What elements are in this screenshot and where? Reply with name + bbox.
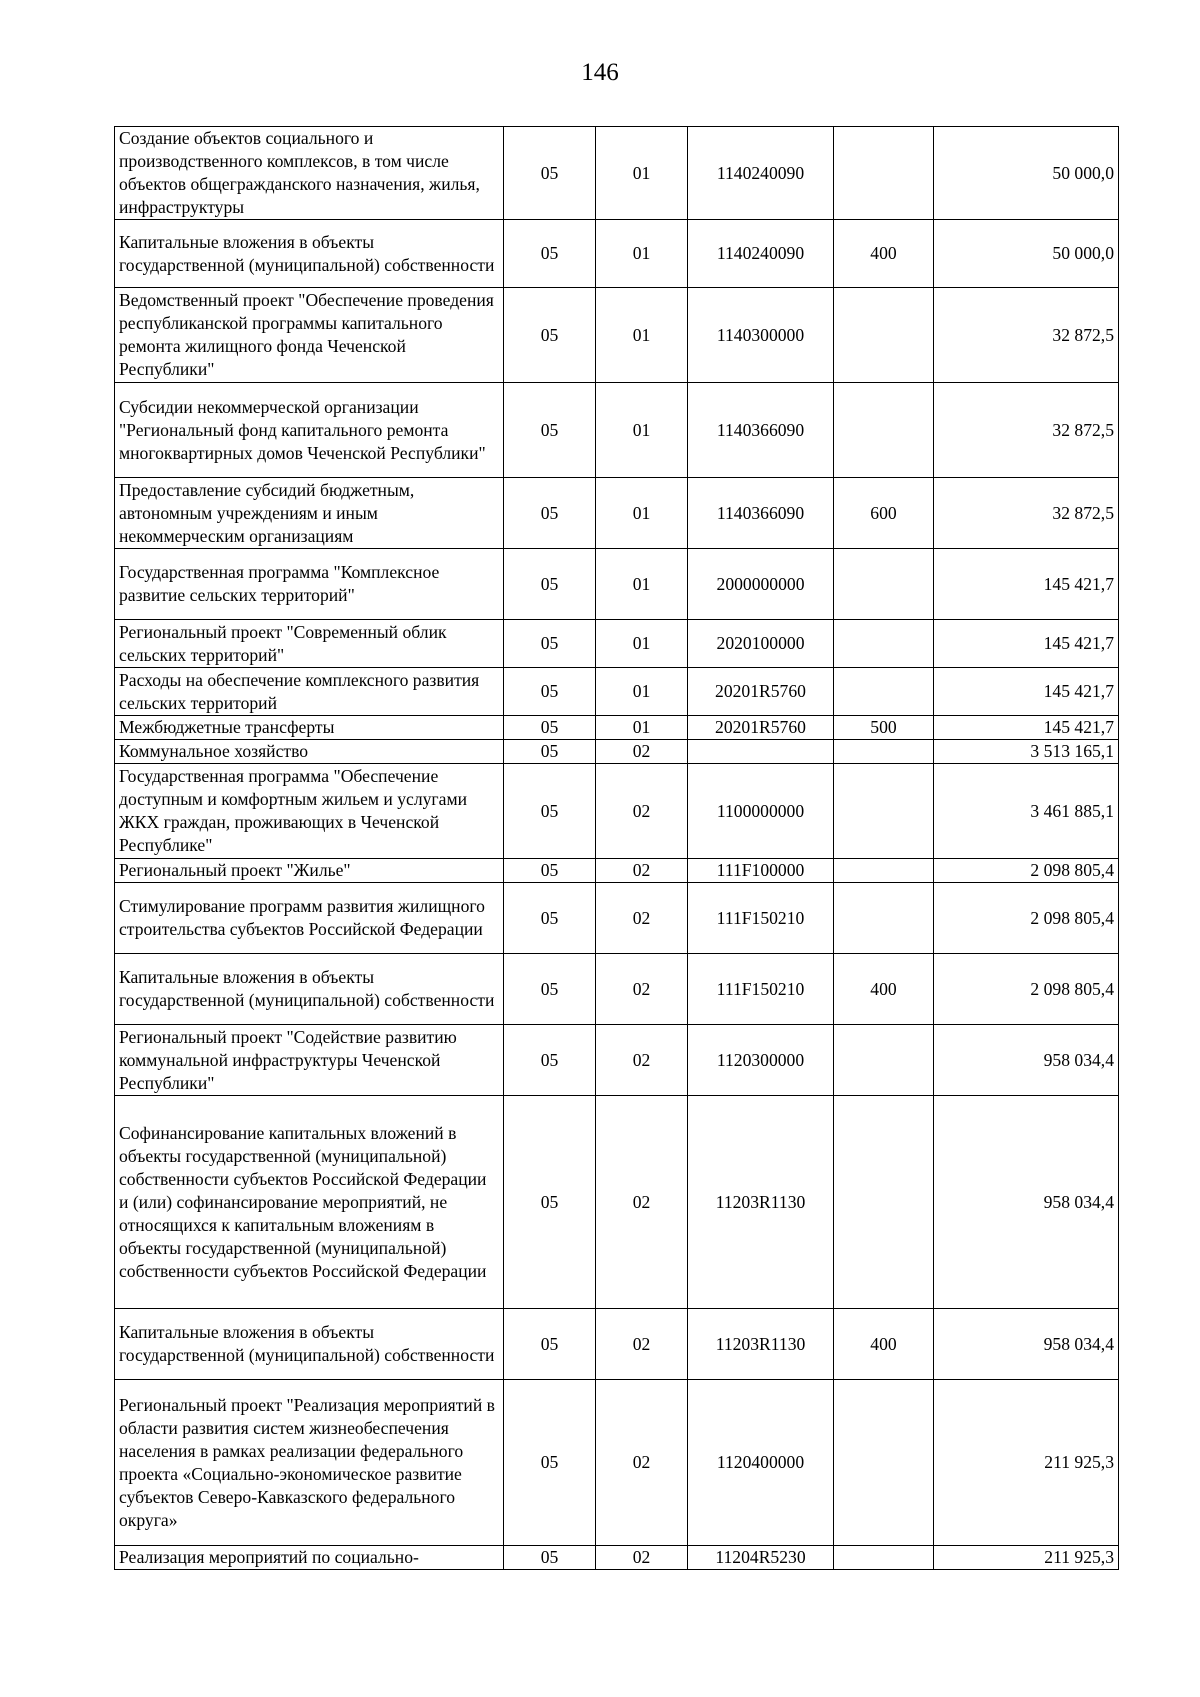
row-target-article-cell: 1140240090 xyxy=(688,127,834,220)
row-amount-cell: 32 872,5 xyxy=(934,478,1119,549)
row-section-cell: 05 xyxy=(504,127,596,220)
row-target-article-cell: 1140366090 xyxy=(688,478,834,549)
row-target-article-cell: 1140240090 xyxy=(688,220,834,288)
table-row xyxy=(115,740,1119,764)
table-row xyxy=(115,668,1119,716)
row-expense-type-cell xyxy=(834,1025,934,1096)
row-expense-type-cell xyxy=(834,383,934,478)
row-expense-type-cell: 600 xyxy=(834,478,934,549)
row-amount-cell: 145 421,7 xyxy=(934,668,1119,716)
table-row xyxy=(115,220,1119,288)
table-row xyxy=(115,1546,1119,1570)
row-amount-cell: 958 034,4 xyxy=(934,1309,1119,1380)
row-section-cell: 05 xyxy=(504,1380,596,1546)
table-row xyxy=(115,1096,1119,1309)
table-row xyxy=(115,954,1119,1025)
row-subsection-cell: 01 xyxy=(596,127,688,220)
table-row xyxy=(115,383,1119,478)
table-row xyxy=(115,764,1119,859)
row-name-cell: Межбюджетные трансферты xyxy=(115,716,504,740)
row-subsection-cell: 01 xyxy=(596,549,688,620)
row-name-cell: Коммунальное хозяйство xyxy=(115,740,504,764)
row-target-article-cell: 1140366090 xyxy=(688,383,834,478)
row-expense-type-cell xyxy=(834,859,934,883)
row-target-article-cell: 2000000000 xyxy=(688,549,834,620)
row-name-cell: Предоставление субсидий бюджетным, автономным учреждениям и иным некоммерческим организациям xyxy=(115,478,504,549)
row-subsection-cell: 02 xyxy=(596,859,688,883)
row-subsection-cell: 02 xyxy=(596,1380,688,1546)
row-expense-type-cell xyxy=(834,549,934,620)
row-expense-type-cell xyxy=(834,1380,934,1546)
row-expense-type-cell xyxy=(834,620,934,668)
row-name-cell: Расходы на обеспечение комплексного развития сельских территорий xyxy=(115,668,504,716)
table-row xyxy=(115,716,1119,740)
row-expense-type-cell xyxy=(834,764,934,859)
row-section-cell: 05 xyxy=(504,764,596,859)
row-section-cell: 05 xyxy=(504,668,596,716)
row-amount-cell: 50 000,0 xyxy=(934,220,1119,288)
table-row xyxy=(115,549,1119,620)
row-subsection-cell: 01 xyxy=(596,220,688,288)
budget-table xyxy=(114,126,1119,1570)
row-target-article-cell: 1140300000 xyxy=(688,288,834,383)
row-name-cell: Создание объектов социального и производственного комплексов, в том числе объектов общегражданского назначения, жилья, инфраструктуры xyxy=(115,127,504,220)
row-amount-cell: 32 872,5 xyxy=(934,383,1119,478)
row-subsection-cell: 01 xyxy=(596,288,688,383)
row-section-cell: 05 xyxy=(504,383,596,478)
table-row xyxy=(115,1309,1119,1380)
row-section-cell: 05 xyxy=(504,549,596,620)
row-section-cell: 05 xyxy=(504,740,596,764)
row-target-article-cell xyxy=(688,740,834,764)
table-row xyxy=(115,478,1119,549)
table-row xyxy=(115,1025,1119,1096)
row-name-cell: Государственная программа "Комплексное развитие сельских территорий" xyxy=(115,549,504,620)
row-amount-cell: 50 000,0 xyxy=(934,127,1119,220)
row-subsection-cell: 02 xyxy=(596,1546,688,1570)
row-section-cell: 05 xyxy=(504,1025,596,1096)
row-name-cell: Субсидии некоммерческой организации "Региональный фонд капитального ремонта многоквартирных домов Чеченской Республики" xyxy=(115,383,504,478)
row-expense-type-cell: 400 xyxy=(834,1309,934,1380)
row-subsection-cell: 02 xyxy=(596,764,688,859)
row-section-cell: 05 xyxy=(504,1546,596,1570)
row-amount-cell: 958 034,4 xyxy=(934,1096,1119,1309)
row-name-cell: Капитальные вложения в объекты государственной (муниципальной) собственности xyxy=(115,954,504,1025)
table-row xyxy=(115,883,1119,954)
row-expense-type-cell xyxy=(834,668,934,716)
row-section-cell: 05 xyxy=(504,1309,596,1380)
row-subsection-cell: 02 xyxy=(596,954,688,1025)
row-subsection-cell: 01 xyxy=(596,478,688,549)
row-amount-cell: 958 034,4 xyxy=(934,1025,1119,1096)
table-row xyxy=(115,620,1119,668)
row-name-cell: Региональный проект "Жилье" xyxy=(115,859,504,883)
row-amount-cell: 3 461 885,1 xyxy=(934,764,1119,859)
row-expense-type-cell xyxy=(834,1546,934,1570)
row-subsection-cell: 02 xyxy=(596,883,688,954)
row-subsection-cell: 02 xyxy=(596,1096,688,1309)
row-name-cell: Ведомственный проект "Обеспечение проведения республиканской программы капитального ремонта жилищного фонда Чеченской Республики" xyxy=(115,288,504,383)
row-expense-type-cell: 400 xyxy=(834,220,934,288)
row-amount-cell: 32 872,5 xyxy=(934,288,1119,383)
row-name-cell: Стимулирование программ развития жилищного строительства субъектов Российской Федерации xyxy=(115,883,504,954)
row-name-cell: Софинансирование капитальных вложений в объекты государственной (муниципальной) собственности субъектов Российской Федерации и (или) софинансирование мероприятий, не относящихся к капитальным вложениям в объекты государственной (муниципальной) собственности субъектов Российской Федерации xyxy=(115,1096,504,1309)
row-amount-cell: 2 098 805,4 xyxy=(934,859,1119,883)
row-expense-type-cell xyxy=(834,1096,934,1309)
row-section-cell: 05 xyxy=(504,859,596,883)
row-section-cell: 05 xyxy=(504,716,596,740)
row-name-cell: Капитальные вложения в объекты государственной (муниципальной) собственности xyxy=(115,1309,504,1380)
row-target-article-cell: 11204R5230 xyxy=(688,1546,834,1570)
row-subsection-cell: 01 xyxy=(596,383,688,478)
row-target-article-cell: 1100000000 xyxy=(688,764,834,859)
row-target-article-cell: 2020100000 xyxy=(688,620,834,668)
row-amount-cell: 3 513 165,1 xyxy=(934,740,1119,764)
row-amount-cell: 211 925,3 xyxy=(934,1380,1119,1546)
row-amount-cell: 211 925,3 xyxy=(934,1546,1119,1570)
budget-table-body xyxy=(115,127,1119,1570)
row-subsection-cell: 01 xyxy=(596,716,688,740)
row-subsection-cell: 02 xyxy=(596,740,688,764)
row-expense-type-cell: 500 xyxy=(834,716,934,740)
row-section-cell: 05 xyxy=(504,1096,596,1309)
row-amount-cell: 2 098 805,4 xyxy=(934,954,1119,1025)
row-name-cell: Региональный проект "Современный облик сельских территорий" xyxy=(115,620,504,668)
row-amount-cell: 2 098 805,4 xyxy=(934,883,1119,954)
row-expense-type-cell xyxy=(834,883,934,954)
row-expense-type-cell xyxy=(834,288,934,383)
row-section-cell: 05 xyxy=(504,478,596,549)
row-section-cell: 05 xyxy=(504,954,596,1025)
table-row xyxy=(115,1380,1119,1546)
row-section-cell: 05 xyxy=(504,288,596,383)
row-name-cell: Государственная программа "Обеспечение доступным и комфортным жильем и услугами ЖКХ граждан, проживающих в Чеченской Республике" xyxy=(115,764,504,859)
row-section-cell: 05 xyxy=(504,220,596,288)
row-amount-cell: 145 421,7 xyxy=(934,716,1119,740)
row-subsection-cell: 02 xyxy=(596,1309,688,1380)
row-amount-cell: 145 421,7 xyxy=(934,620,1119,668)
row-target-article-cell: 1120400000 xyxy=(688,1380,834,1546)
row-section-cell: 05 xyxy=(504,620,596,668)
table-row xyxy=(115,288,1119,383)
row-section-cell: 05 xyxy=(504,883,596,954)
row-target-article-cell: 20201R5760 xyxy=(688,668,834,716)
row-expense-type-cell xyxy=(834,740,934,764)
row-name-cell: Региональный проект "Реализация мероприятий в области развития систем жизнеобеспечения населения в рамках реализации федерального проекта «Социально-экономическое развитие субъектов Северо-Кавказского федерального округа» xyxy=(115,1380,504,1546)
row-name-cell: Капитальные вложения в объекты государственной (муниципальной) собственности xyxy=(115,220,504,288)
row-subsection-cell: 02 xyxy=(596,1025,688,1096)
table-row xyxy=(115,859,1119,883)
table-row xyxy=(115,127,1119,220)
row-name-cell: Региональный проект "Содействие развитию коммунальной инфраструктуры Чеченской Республики" xyxy=(115,1025,504,1096)
row-target-article-cell: 11203R1130 xyxy=(688,1096,834,1309)
row-target-article-cell: 111F150210 xyxy=(688,883,834,954)
row-target-article-cell: 111F100000 xyxy=(688,859,834,883)
row-target-article-cell: 20201R5760 xyxy=(688,716,834,740)
row-subsection-cell: 01 xyxy=(596,620,688,668)
page-number: 146 xyxy=(581,59,619,86)
row-amount-cell: 145 421,7 xyxy=(934,549,1119,620)
row-expense-type-cell xyxy=(834,127,934,220)
row-subsection-cell: 01 xyxy=(596,668,688,716)
row-target-article-cell: 111F150210 xyxy=(688,954,834,1025)
row-target-article-cell: 11203R1130 xyxy=(688,1309,834,1380)
row-expense-type-cell: 400 xyxy=(834,954,934,1025)
row-target-article-cell: 1120300000 xyxy=(688,1025,834,1096)
row-name-cell: Реализация мероприятий по социально- xyxy=(115,1546,504,1570)
